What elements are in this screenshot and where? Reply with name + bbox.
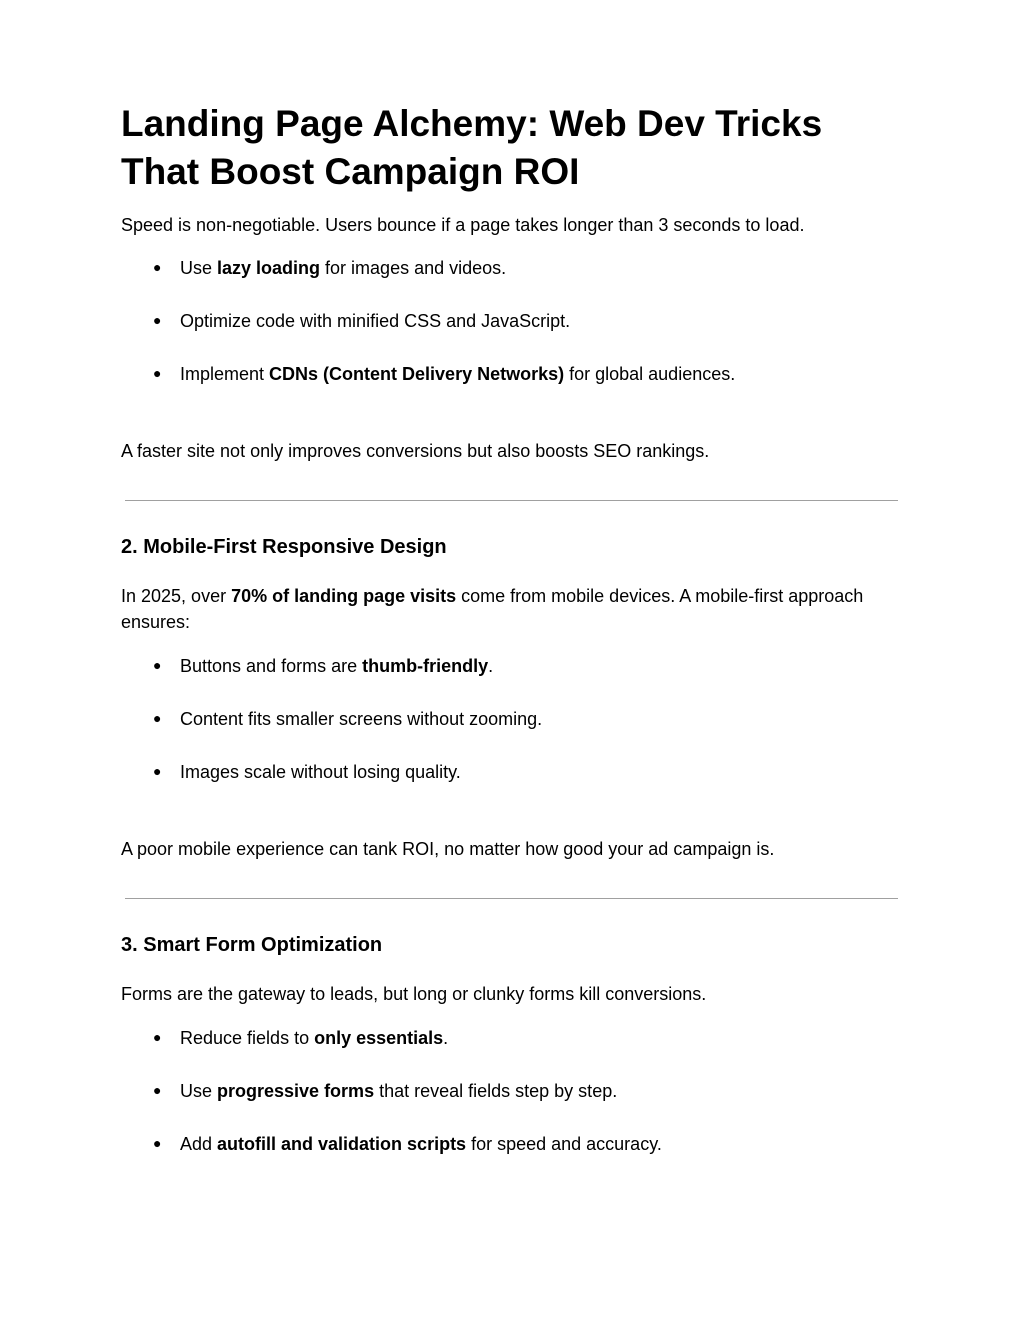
divider (125, 898, 898, 899)
list-item (153, 1134, 662, 1155)
bullet-icon: ● (153, 365, 162, 381)
text: Implement (180, 364, 270, 384)
bullet-icon: ● (153, 1135, 162, 1151)
bullet-icon: ● (153, 763, 162, 779)
bold-text: thumb-friendly (362, 656, 489, 676)
page-title: Landing Page Alchemy: Web Dev Tricks That Boost Campaign ROI (121, 103, 823, 192)
text: Use (180, 258, 218, 278)
list-item (153, 762, 461, 783)
text: for images and videos. (320, 258, 507, 278)
paragraph (121, 583, 881, 635)
text: Reduce fields to (180, 1028, 315, 1048)
bold-text: autofill and validation scripts (217, 1134, 467, 1154)
paragraph: A faster site not only improves conversions but also boosts SEO rankings. (121, 441, 710, 461)
bold-text: 70% of landing page visits (231, 586, 457, 606)
text: that reveal fields step by step. (374, 1081, 618, 1101)
text: In 2025, over (121, 586, 232, 606)
bullet-icon: ● (153, 259, 162, 275)
text: Add (180, 1134, 218, 1154)
bold-text: progressive forms (217, 1081, 375, 1101)
text: Content fits smaller screens without zooming. (180, 709, 543, 729)
bold-text: CDNs (Content Delivery Networks) (269, 364, 565, 384)
bullet-icon: ● (153, 1029, 162, 1045)
list-item (153, 656, 493, 677)
text: Images scale without losing quality. (180, 762, 461, 782)
bullet-icon: ● (153, 710, 162, 726)
text: . (443, 1028, 449, 1048)
text: . (488, 656, 494, 676)
list-item (153, 258, 506, 279)
bold-text: only essentials (314, 1028, 444, 1048)
bullet-icon: ● (153, 657, 162, 673)
bold-text: lazy loading (217, 258, 321, 278)
section-heading: 2. Mobile-First Responsive Design (121, 536, 447, 558)
paragraph: Forms are the gateway to leads, but long or clunky forms kill conversions. (121, 984, 707, 1004)
section-heading: 3. Smart Form Optimization (121, 934, 383, 956)
list-item (153, 709, 542, 730)
text: Optimize code with minified CSS and JavaScript. (180, 311, 571, 331)
list-item (153, 1081, 617, 1102)
list-item (153, 311, 570, 332)
text: for speed and accuracy. (466, 1134, 662, 1154)
intro-paragraph: Speed is non-negotiable. Users bounce if a page takes longer than 3 seconds to load. (121, 215, 805, 235)
divider (125, 500, 898, 501)
bullet-icon: ● (153, 312, 162, 328)
list-item (153, 364, 735, 385)
list-item (153, 1028, 448, 1049)
text: come from mobile devices. A mobile-first approach ensures: (121, 586, 864, 632)
bullet-icon: ● (153, 1082, 162, 1098)
text: Buttons and forms are (180, 656, 363, 676)
paragraph: A poor mobile experience can tank ROI, no matter how good your ad campaign is. (121, 839, 775, 859)
text: for global audiences. (564, 364, 736, 384)
text: Use (180, 1081, 218, 1101)
